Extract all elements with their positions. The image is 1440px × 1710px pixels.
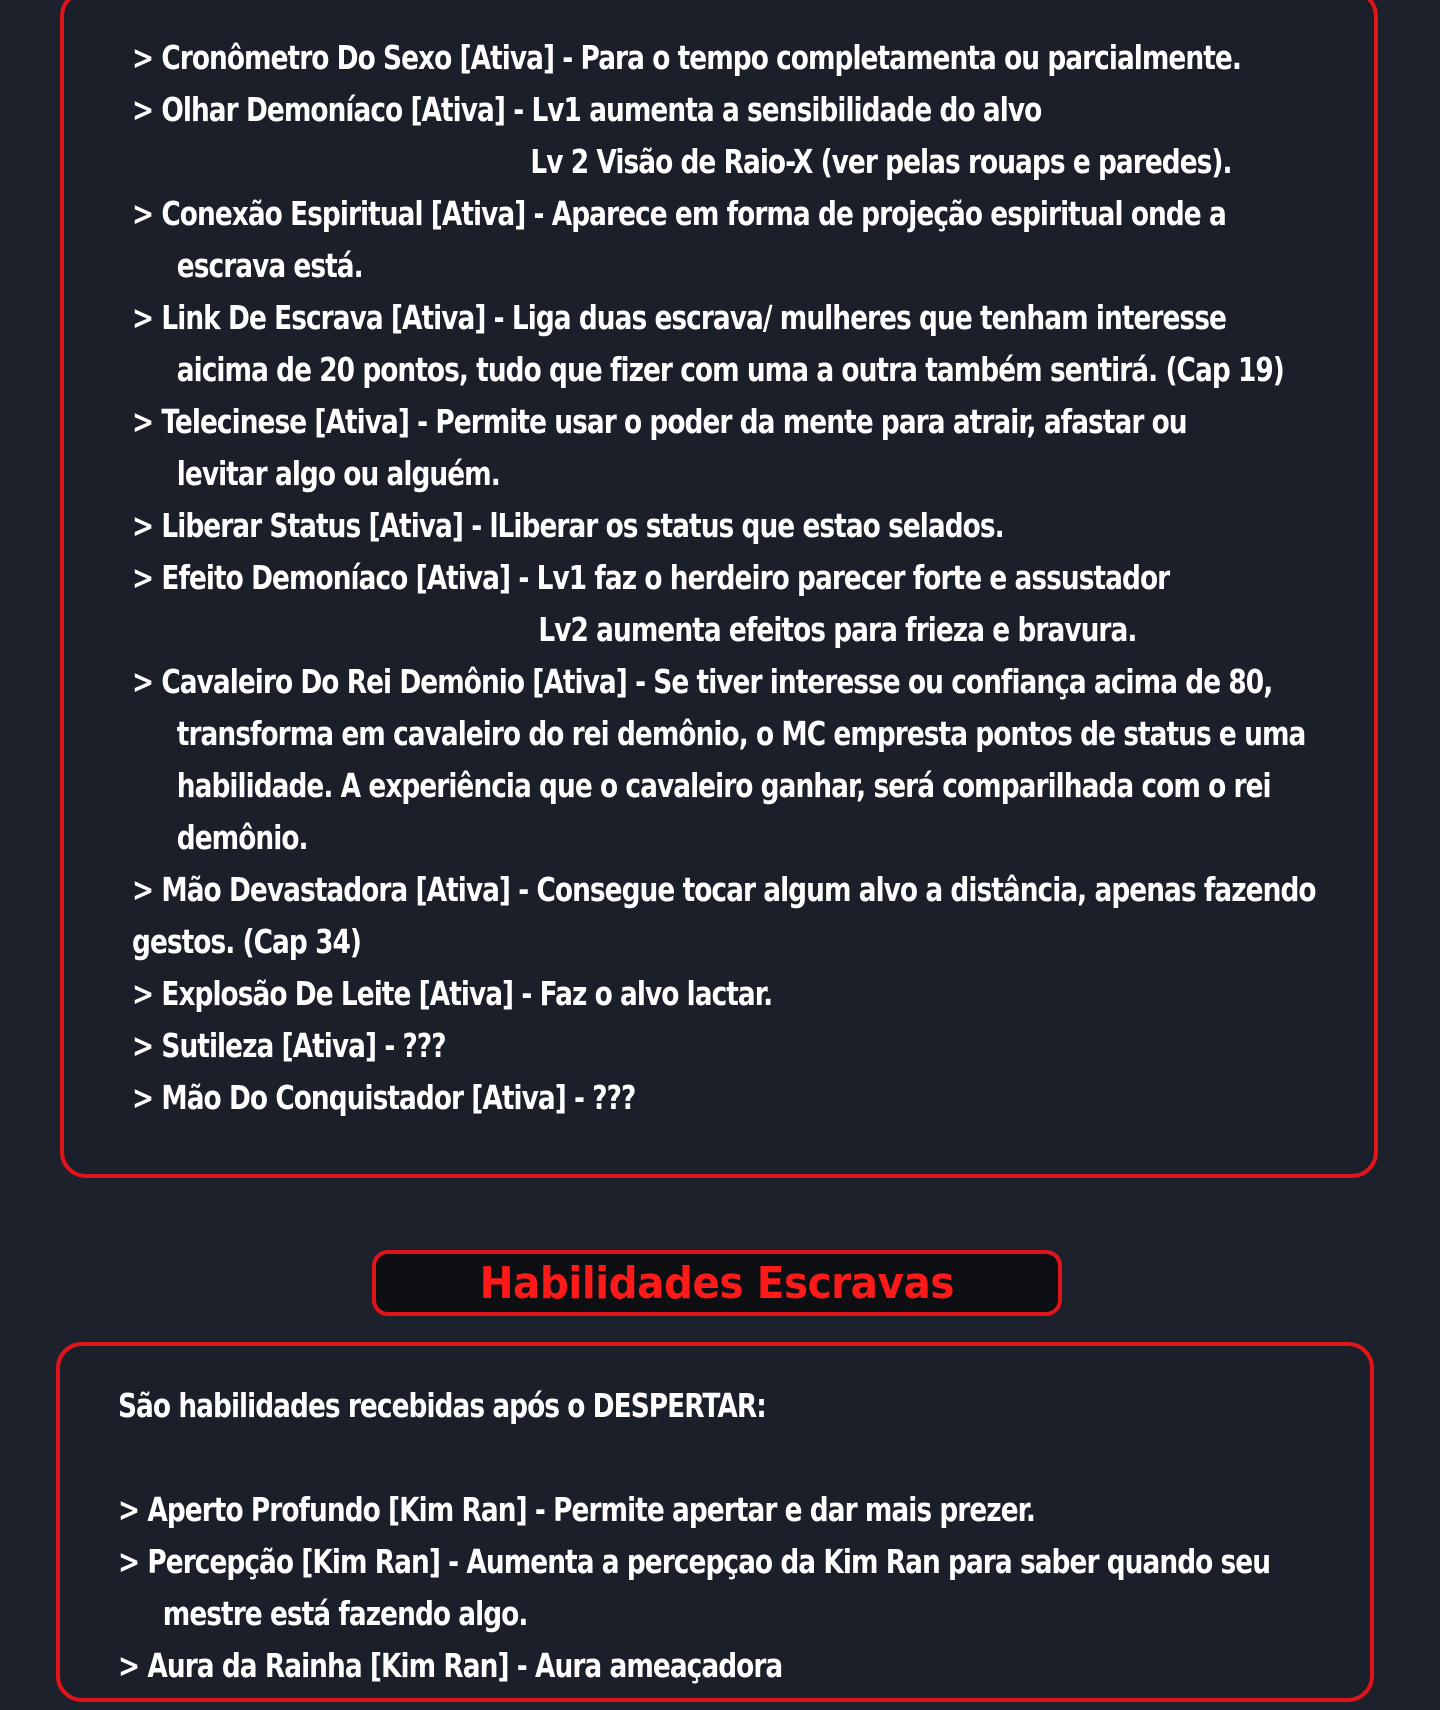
spacer (118, 1432, 1270, 1484)
skill-line-continuation: Lv2 aumenta efeitos para frieza e bravura. (538, 610, 1137, 649)
active-skills-panel (60, 0, 1378, 1178)
skill-line: > Cavaleiro Do Rei Demônio [Ativa] - Se tiver interesse ou confiança acima de 80, (132, 662, 1273, 701)
skill-line: > Mão Devastadora [Ativa] - Consegue tocar algum alvo a distância, apenas fazendo (132, 870, 1316, 909)
skill-line-continuation: habilidade. A experiência que o cavaleiro ganhar, será comparilhada com o rei (176, 766, 1271, 805)
skill-line-continuation: gestos. (Cap 34) (132, 922, 361, 961)
skill-line: > Olhar Demoníaco [Ativa] - Lv1 aumenta a sensibilidade do alvo (132, 90, 1042, 129)
skill-line: > Aura da Rainha [Kim Ran] - Aura ameaçadora (118, 1646, 783, 1685)
active-skills-list (132, 32, 1440, 1124)
skill-line: > Explosão De Leite [Ativa] - Faz o alvo lactar. (132, 974, 773, 1013)
skill-line: > Mão Do Conquistador [Ativa] - ??? (132, 1078, 636, 1117)
skill-line: > Cronômetro Do Sexo [Ativa] - Para o tempo completamenta ou parcialmente. (132, 38, 1241, 77)
skill-line: > Link De Escrava [Ativa] - Liga duas escrava/ mulheres que tenham interesse (132, 298, 1226, 337)
skill-line-continuation: escrava está. (176, 246, 363, 285)
slave-skills-list (118, 1380, 1440, 1692)
slave-skills-panel (56, 1342, 1374, 1702)
skill-line: > Sutileza [Ativa] - ??? (132, 1026, 446, 1065)
section-title: Habilidades Escravas (479, 1257, 955, 1309)
skill-line-continuation: transforma em cavaleiro do rei demônio, o MC empresta pontos de status e uma (176, 714, 1306, 753)
skill-line: > Aperto Profundo [Kim Ran] - Permite apertar e dar mais prezer. (118, 1490, 1035, 1529)
skill-line-continuation: levitar algo ou alguém. (176, 454, 500, 493)
skill-line-continuation: Lv 2 Visão de Raio-X (ver pelas rouaps e paredes). (530, 142, 1232, 181)
skill-line: > Efeito Demoníaco [Ativa] - Lv1 faz o herdeiro parecer forte e assustador (132, 558, 1170, 597)
skill-line: > Telecinese [Ativa] - Permite usar o poder da mente para atrair, afastar ou (132, 402, 1187, 441)
skill-line: > Liberar Status [Ativa] - lLiberar os status que estao selados. (132, 506, 1004, 545)
skill-line: > Percepção [Kim Ran] - Aumenta a percepçao da Kim Ran para saber quando seu (118, 1542, 1271, 1581)
skill-line: > Conexão Espiritual [Ativa] - Aparece em forma de projeção espiritual onde a (132, 194, 1226, 233)
skill-line-continuation: aicima de 20 pontos, tudo que fizer com uma a outra também sentirá. (Cap 19) (176, 350, 1284, 389)
slave-skills-intro: São habilidades recebidas após o DESPERTAR: (118, 1386, 766, 1425)
skill-line-continuation: mestre está fazendo algo. (162, 1594, 528, 1633)
skill-line-continuation: demônio. (176, 818, 308, 857)
section-header (372, 1250, 1062, 1316)
